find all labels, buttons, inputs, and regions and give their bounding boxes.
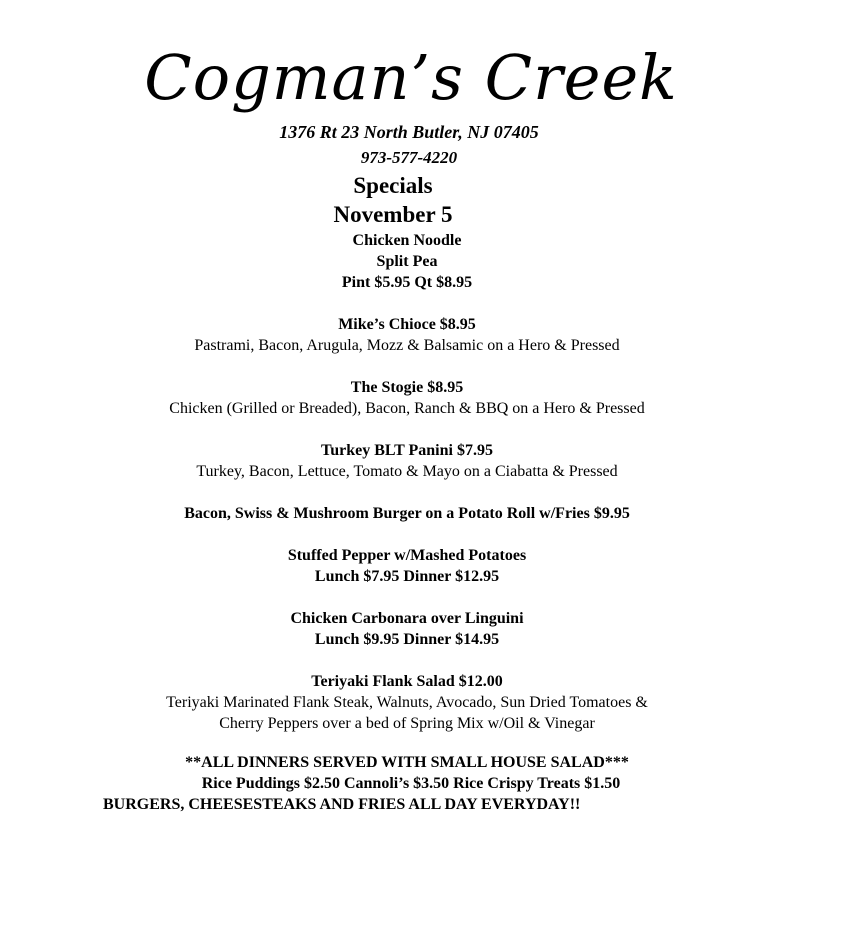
menu-list [0,230,814,734]
footer-notes [0,752,814,815]
special-item [0,440,814,482]
soup-item: Split Pea [376,253,438,270]
special-item [0,503,814,524]
desserts-line: Rice Puddings $2.50 Cannoli’s $3.50 Rice Crispy Treats $1.50 [201,775,621,792]
special-title: Chicken Carbonara over Linguini [290,610,524,627]
special-title: Mike’s Chioce $8.95 [338,316,476,333]
special-price: Lunch $9.95 Dinner $14.95 [314,631,500,648]
all-day-note: BURGERS, CHEESESTEAKS AND FRIES ALL DAY EVERYDAY!! [103,796,581,813]
restaurant-name: Cogman’s Creek [144,41,678,114]
special-title: Turkey BLT Panini $7.95 [321,442,493,459]
special-description: Chicken (Grilled or Breaded), Bacon, Ranch & BBQ on a Hero & Pressed [169,400,645,417]
soup-price: Pint $5.95 Qt $8.95 [341,274,473,291]
special-title: Teriyaki Flank Salad $12.00 [311,673,503,690]
special-price: Lunch $7.95 Dinner $12.95 [314,568,500,585]
special-description: Cherry Peppers over a bed of Spring Mix w/Oil & Vinegar [219,715,595,732]
specials-date: November 5 [333,202,453,227]
special-description: Pastrami, Bacon, Arugula, Mozz & Balsamic on a Hero & Pressed [194,337,620,354]
special-item [0,545,814,587]
special-title: Bacon, Swiss & Mushroom Burger on a Potato Roll w/Fries $9.95 [184,505,630,522]
special-description: Teriyaki Marinated Flank Steak, Walnuts, Avocado, Sun Dried Tomatoes & [166,694,648,711]
dinner-salad-note: **ALL DINNERS SERVED WITH SMALL HOUSE SALAD*** [185,754,629,771]
special-title: The Stogie $8.95 [350,379,464,396]
restaurant-phone: 973-577-4220 [360,148,458,167]
soup-section [0,230,814,293]
specials-title: Specials [353,173,433,198]
special-item [0,314,814,356]
special-item [0,608,814,650]
special-description: Turkey, Bacon, Lettuce, Tomato & Mayo on a Ciabatta & Pressed [196,463,618,480]
special-item [0,377,814,419]
special-item [0,671,814,734]
special-title: Stuffed Pepper w/Mashed Potatoes [287,547,527,564]
restaurant-address: 1376 Rt 23 North Butler, NJ 07405 [279,122,539,142]
soup-item: Chicken Noodle [352,232,462,249]
